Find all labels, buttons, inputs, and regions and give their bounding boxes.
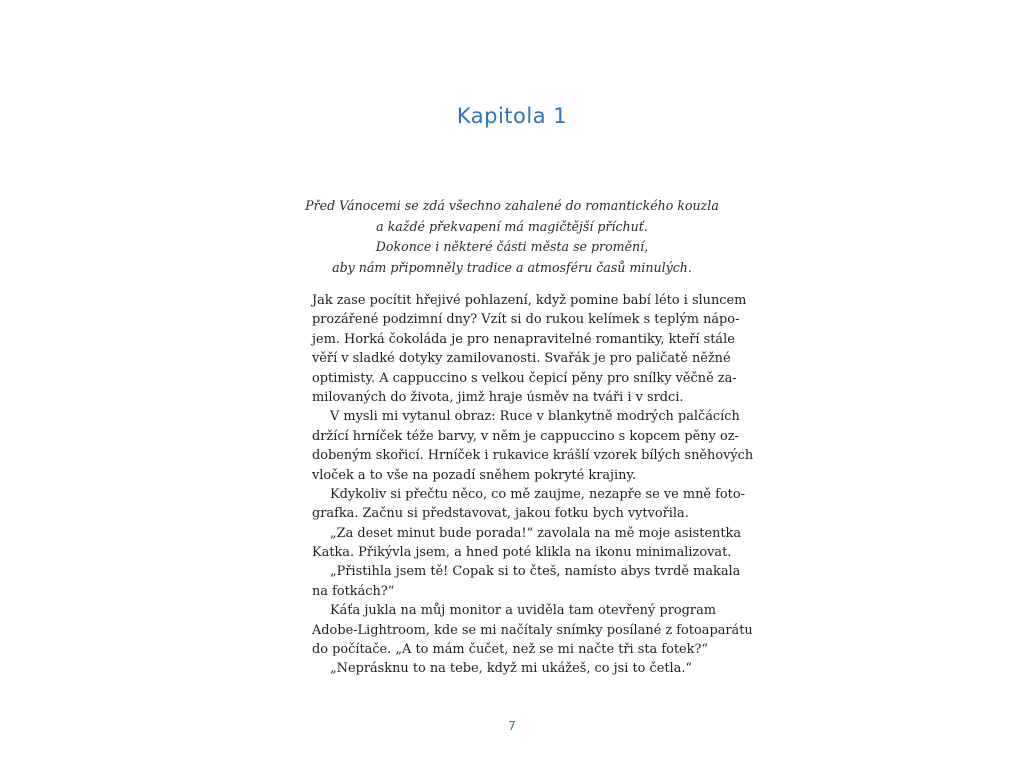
body-line: Káťa jukla na můj monitor a uviděla tam otevřený program [330,603,716,619]
body-line: dobeným skořicí. Hrníček i rukavice krášlí vzorek bílých sněhových [312,448,754,464]
body-line: milovaných do života, jimž hraje úsměv na tváři i v srdci. [312,389,684,405]
body-line: na fotkách?“ [312,583,395,599]
page-number: 7 [508,719,516,733]
body-text [312,291,754,679]
body-line: „Za deset minut bude porada!“ zavolala na mě moje asistentka [330,525,742,541]
epigraph-line: a každé překvapení má magičtější příchuť. [376,218,648,234]
epigraph [0,196,1024,278]
epigraph-line: Dokonce i některé části města se promění, [375,239,649,254]
epigraph-line: aby nám připomněly tradice a atmosféru časů minulých. [332,259,692,275]
body-line: jem. Horká čokoláda je pro nenapravitelné romantiky, kteří stále [312,331,735,347]
body-line: Kdykoliv si přečtu něco, co mě zaujme, nezapře se ve mně foto- [330,486,745,502]
body-line: Katka. Přikývla jsem, a hned poté klikla na ikonu minimalizovat. [312,545,732,561]
body-line: grafka. Začnu si představovat, jakou fotku bych vytvořila. [312,506,689,522]
chapter-title: Kapitola 1 [456,104,568,128]
body-line: vloček a to vše na pozadí sněhem pokryté krajiny. [312,467,637,483]
epigraph-line: Před Vánocemi se zdá všechno zahalené do romantického kouzla [305,198,719,213]
body-line: prozářené podzimní dny? Vzít si do rukou kelímek s teplým nápo- [312,312,740,328]
body-line: do počítače. „A to mám čučet, než se mi načte tři sta fotek?“ [312,642,708,658]
body-line: V mysli mi vytanul obraz: Ruce v blankytně modrých palčácích [330,409,740,425]
body-line: držící hrníček téže barvy, v něm je cappuccino s kopcem pěny oz- [312,428,739,444]
body-line: Jak zase pocítit hřejivé pohlazení, když pomine babí léto i sluncem [312,293,747,308]
body-line: „Přistihla jsem tě! Copak si to čteš, namísto abys tvrdě makala [330,564,741,580]
body-line: optimisty. A cappuccino s velkou čepicí pěny pro snílky věčně za- [312,370,737,386]
body-line: Adobe-Lightroom, kde se mi načítaly snímky posílané z fotoaparátu [312,622,753,638]
body-line: „Neprásknu to na tebe, když mi ukážeš, co jsi to četla.“ [330,661,693,677]
body-line: věří v sladké dotyky zamilovanosti. Svařák je pro paličatě něžné [312,351,731,367]
